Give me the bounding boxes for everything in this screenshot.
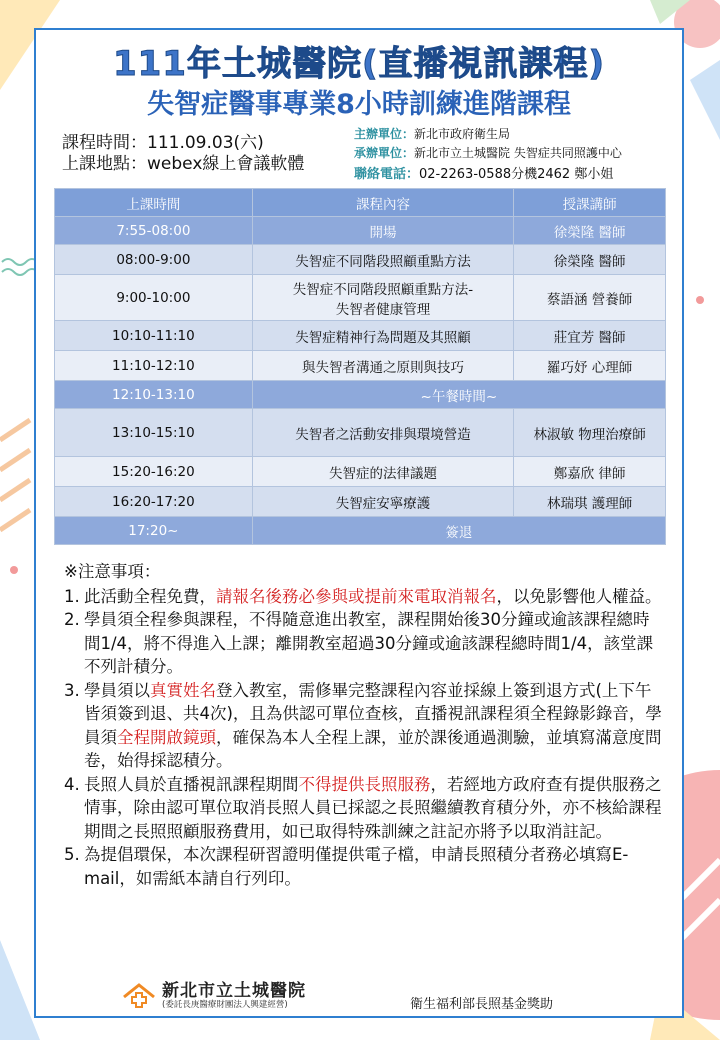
note-text: 為提倡環保，本次課程研習證明僅提供電子檔，申請長照積分者務必填寫E-mail，如需紙本請自行列印。 <box>84 845 629 888</box>
row-content: 與失智者溝通之原則與技巧 <box>252 351 514 381</box>
note-number: 1. <box>64 586 80 606</box>
course-time: 課程時間：111.09.03(六) <box>62 133 264 153</box>
row-time: 13:10-15:10 <box>55 409 253 457</box>
organizer-label: 主辦單位： <box>354 127 415 141</box>
row-teacher: 徐榮隆 醫師 <box>514 245 666 275</box>
table-row <box>55 457 666 487</box>
contractor-label: 承辦單位： <box>354 146 415 160</box>
organizer-value: 新北市政府衛生局 <box>414 127 511 141</box>
note-text-part: ，若經地方政府查有提供服務之情事，除由認可單位取消長照人員已採認之長照繼續教育積分外，亦不核給課程期間之長照照顧服務費用，如已取得特殊訓練之註記亦將予以取消註記。 <box>84 774 662 841</box>
poster-card <box>34 28 684 1018</box>
page-subtitle: 失智症醫事專業8小時訓練進階課程 <box>147 89 571 120</box>
phone-line <box>354 163 613 182</box>
deco-dot-left-1 <box>10 566 18 574</box>
hospital-name: 新北市立土城醫院 <box>162 981 306 1001</box>
note-number: 2. <box>64 610 80 629</box>
table-row-signout <box>55 517 666 545</box>
phone-label: 聯絡電話： <box>354 167 420 182</box>
row-teacher: 鄭嘉欣 律師 <box>514 457 666 487</box>
note-item <box>64 585 664 609</box>
row-time: 7:55-08:00 <box>55 217 253 245</box>
table-header-row <box>55 189 666 217</box>
course-place: 上課地點：webex線上會議軟體 <box>62 154 305 174</box>
organizer-line <box>354 125 510 142</box>
note-item <box>64 773 664 844</box>
row-content-multiline <box>252 275 514 321</box>
contractor-value: 新北市立土城醫院 失智症共同照護中心 <box>414 146 622 160</box>
note-number: 4. <box>64 774 80 794</box>
note-highlight: 全程開啟鏡頭 <box>117 727 216 747</box>
row-content: 失智者之活動安排與環境營造 <box>252 409 514 457</box>
row-time: 17:20~ <box>55 517 253 545</box>
hospital-subtitle: (委託長庚醫療財團法人興建經營) <box>162 1000 288 1010</box>
deco-dot-right-1 <box>696 296 704 304</box>
note-text-part: ，確保為本人全程上課，並於課後通過測驗，並填寫滿意度問卷，始得採認積分。 <box>84 727 662 770</box>
schedule-table <box>54 188 666 545</box>
notes-heading: ※注意事項： <box>64 562 161 581</box>
deco-triangle-right <box>690 60 720 140</box>
note-text-part: 長照人員於直播視訊課程期間 <box>84 774 299 794</box>
note-text-part: ，以免影響他人權益。 <box>496 586 662 606</box>
note-text <box>84 773 664 844</box>
row-teacher: 林瑞琪 護理師 <box>514 487 666 517</box>
note-text-part: 學員須以 <box>84 680 150 700</box>
row-time: 9:00-10:00 <box>55 275 253 321</box>
table-row <box>55 245 666 275</box>
notes-section <box>64 560 664 890</box>
table-row <box>55 321 666 351</box>
row-time: 15:20-16:20 <box>55 457 253 487</box>
row-content: 失智症安寧療護 <box>252 487 514 517</box>
row-teacher: 林淑敏 物理治療師 <box>514 409 666 457</box>
row-teacher: 蔡語涵 營養師 <box>514 275 666 321</box>
table-row <box>55 351 666 381</box>
note-item <box>64 608 664 679</box>
note-text <box>84 585 662 609</box>
header-content: 課程內容 <box>252 189 514 217</box>
note-text: 學員須全程參與課程，不得隨意進出教室，課程開始後30分鐘或逾該課程總時間1/4，將不得進入上課；離開教室超過30分鐘或逾該課程總時間1/4，該堂課不列計積分。 <box>84 610 654 676</box>
sponsor-text: 衛生福利部長照基金獎助 <box>410 997 554 1012</box>
row-content: 失智症精神行為問題及其照顧 <box>252 321 514 351</box>
row-teacher: 莊宜芳 醫師 <box>514 321 666 351</box>
note-text <box>84 679 664 773</box>
deco-stripes-left <box>0 420 30 530</box>
page-title: 111年土城醫院(直播視訊課程) <box>112 44 606 84</box>
note-text-part: 登入教室，需修畢完整課程內容並採線上簽到退方式(上下午皆須簽到退、共4次)，且為供認可單位查核，直播視訊課程須全程錄影錄音，學員須 <box>84 680 662 747</box>
row-teacher: 徐榮隆 醫師 <box>514 217 666 245</box>
table-row <box>55 275 666 321</box>
row-content: ~午餐時間~ <box>252 381 665 409</box>
row-content: 失智症的法律議題 <box>252 457 514 487</box>
header-teacher: 授課講師 <box>514 189 666 217</box>
row-time: 11:10-12:10 <box>55 351 253 381</box>
row-teacher: 羅巧妤 心理師 <box>514 351 666 381</box>
row-content: 簽退 <box>252 517 665 545</box>
note-highlight: 請報名後務必參與或提前來電取消報名 <box>216 586 497 606</box>
note-number: 5. <box>64 845 80 864</box>
table-row-lunch <box>55 381 666 409</box>
row-time: 16:20-17:20 <box>55 487 253 517</box>
note-highlight: 真實姓名 <box>150 680 216 700</box>
row-time: 12:10-13:10 <box>55 381 253 409</box>
note-item <box>64 843 664 890</box>
row-content: 開場 <box>252 217 514 245</box>
note-number: 3. <box>64 680 80 700</box>
row-content: 失智症不同階段照顧重點方法 <box>252 245 514 275</box>
hospital-logo-icon <box>122 983 156 1011</box>
header-time: 上課時間 <box>55 189 253 217</box>
row-time: 10:10-11:10 <box>55 321 253 351</box>
table-row <box>55 409 666 457</box>
row-time: 08:00-9:00 <box>55 245 253 275</box>
row-content-line2: 失智者健康管理 <box>335 301 431 318</box>
contractor-line <box>354 144 622 161</box>
table-row <box>55 217 666 245</box>
note-highlight: 不得提供長照服務 <box>298 774 431 794</box>
note-text-part: 此活動全程免費， <box>84 586 216 606</box>
note-item <box>64 679 664 773</box>
phone-value: 02-2263-0588分機2462 鄭小姐 <box>419 167 614 182</box>
row-content: 失智症不同階段照顧重點方法- <box>292 281 474 298</box>
table-row <box>55 487 666 517</box>
